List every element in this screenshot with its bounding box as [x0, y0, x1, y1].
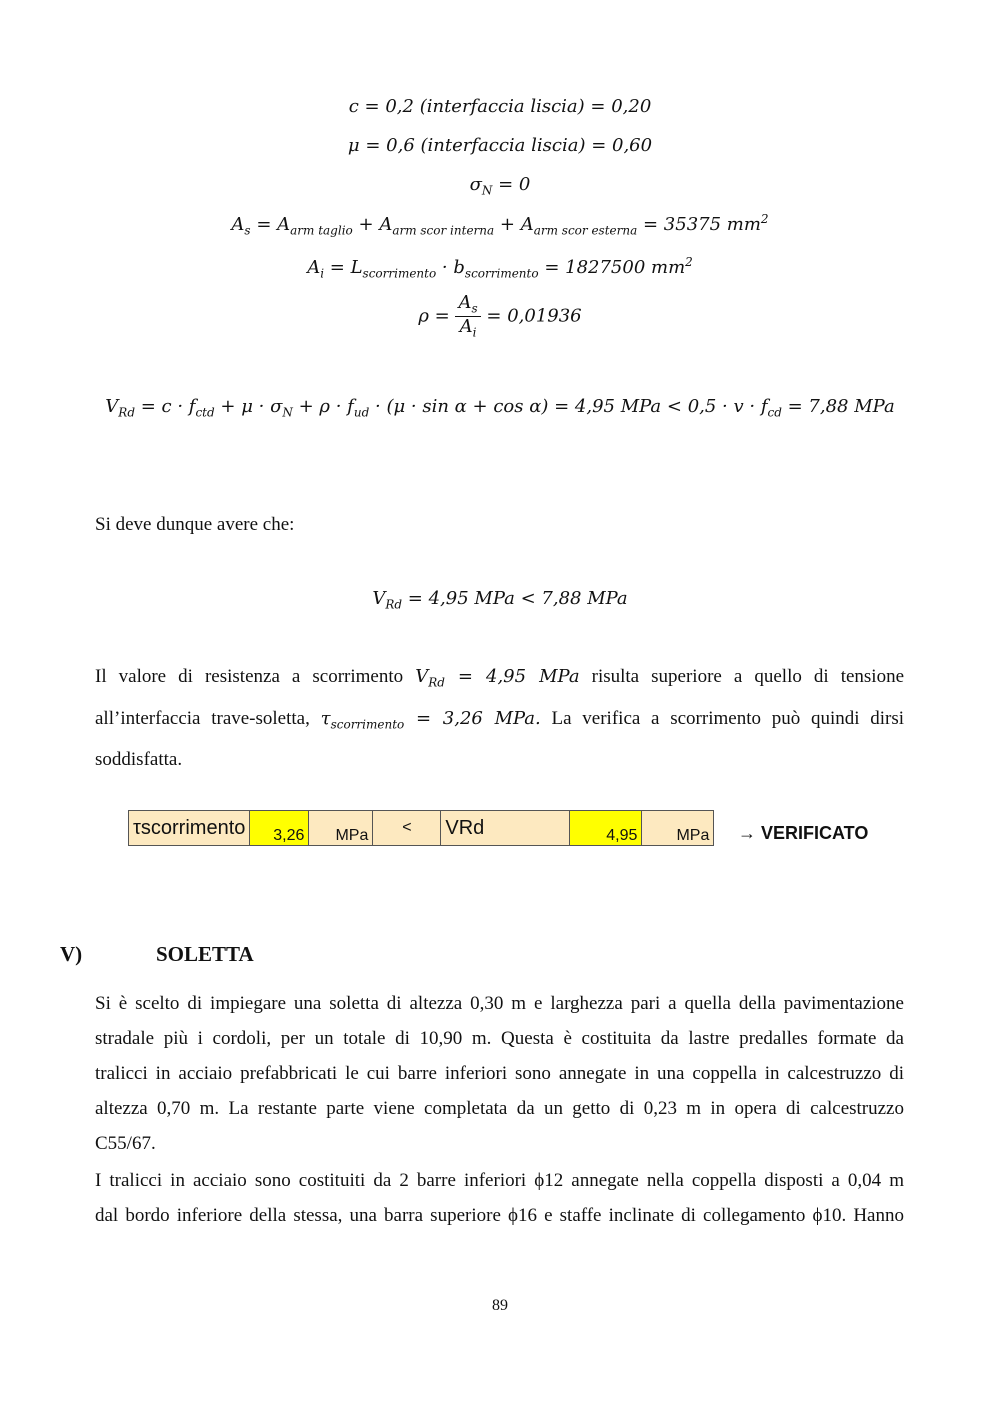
cell-tau-label: τscorrimento — [129, 811, 250, 846]
eq-vrd-part1-sub: ctd — [195, 405, 215, 420]
equation-vrd — [0, 396, 1000, 420]
eq-vrd-short-sub: Rd — [385, 597, 403, 612]
eq-ai-t2-sub: scorrimento — [464, 266, 539, 281]
eq-ai-lhs-sub: i — [320, 266, 325, 281]
p1-tau-sub: scorrimento — [330, 717, 405, 732]
eq-rho-den: A — [459, 316, 473, 338]
eq-rho-num: A — [458, 292, 472, 313]
eq-as-lhs-sub: s — [244, 223, 251, 238]
eq-ai-t1: L — [350, 257, 363, 278]
eq-sigma-rhs: = 0 — [498, 174, 531, 195]
equation-vrd-short — [0, 588, 1000, 612]
p1-vrd-inline — [415, 666, 580, 690]
paragraph-soletta — [95, 986, 904, 1161]
cell-vrd-value: 4,95 — [570, 811, 642, 846]
para3-line-2: dal bordo inferiore della stessa, una barra superiore ϕ16 e staffe inclinate di collegamento ϕ10. Hanno — [95, 1205, 904, 1226]
paragraph-verification — [95, 659, 904, 777]
eq-vrd-part2-sub: N — [282, 405, 293, 420]
cell-tau-value: 3,26 — [250, 811, 309, 846]
p1-vrd-sub: Rd — [428, 675, 445, 690]
cell-vrd-unit: MPa — [642, 811, 714, 846]
equation-rho — [0, 294, 1000, 339]
para2-line-5: C55/67. — [95, 1133, 156, 1154]
eq-ai-lhs: A — [307, 257, 321, 278]
eq-ai-t1-sub: scorrimento — [362, 266, 437, 281]
eq-vrd-lhs-sub: Rd — [118, 405, 135, 420]
eq-vrd-part5: = 7,88 MPa — [787, 396, 895, 417]
para2-line-1: Si è scelto di impiegare una soletta di altezza 0,30 m e larghezza pari a quella della pavimentazione — [95, 993, 904, 1014]
eq-as-sup: 2 — [760, 212, 769, 226]
eq-rho-den-sub: i — [472, 325, 477, 340]
para2-line-4: altezza 0,70 m. La restante parte viene completata da un getto di 0,23 m in opera di calcestruzzo — [95, 1098, 904, 1119]
cell-vrd-label: VRd — [441, 811, 570, 846]
eq-as-t2: A — [379, 214, 393, 235]
p1-l2-b: La verifica a scorrimento può quindi dirsi — [551, 707, 905, 729]
eq-vrd-part4-sub: cd — [767, 405, 782, 420]
eq-sigma-sub: N — [481, 183, 493, 198]
para3-line-1: I tralicci in acciaio sono costituiti da 2 barre inferiori ϕ12 annegate nella coppella disposti a 0,04 m — [95, 1170, 904, 1191]
p1-l1-b: risulta superiore a quello di tensione — [591, 666, 905, 687]
eq-rho-result: = 0,01936 — [486, 305, 582, 327]
section-number: V) — [60, 942, 83, 966]
eq-as-t1: A — [277, 214, 291, 235]
eq-as-lhs: A — [231, 214, 245, 235]
eq-vrd-short-rhs: = 4,95 MPa < 7,88 MPa — [407, 588, 628, 609]
eq-vrd-part3: + ρ · f — [298, 396, 354, 417]
para2-line-2: stradale più i cordoli, per un totale di 10,90 m. Questa è costituita da lastre predalles formate da — [95, 1028, 904, 1049]
eq-mu-rhs: = 0,6 (interfaccia liscia) = 0,60 — [365, 135, 653, 156]
eq-as-t3-sub: arm scor esterna — [533, 223, 638, 238]
eq-c-rhs: = 0,2 (interfaccia liscia) = 0,20 — [364, 96, 652, 117]
p1-l1-a: Il valore di resistenza a scorrimento — [95, 666, 404, 687]
equation-c — [0, 96, 1000, 117]
p1-vrd-symbol: V — [415, 666, 429, 687]
eq-vrd-part2: + μ · σ — [220, 396, 283, 417]
p1-l2-a: all’interfaccia trave-soletta, — [95, 707, 310, 729]
paragraph-tralicci — [95, 1163, 904, 1233]
para2-line-3: tralicci in acciaio prefabbricati le cui barre inferiori sono annegate in una coppella in calcestruzzo di — [95, 1063, 904, 1084]
paragraph-verification-line-2 — [95, 701, 904, 743]
p1-tau-value: = 3,26 MPa. — [415, 707, 541, 729]
eq-vrd-part4: · (μ · sin α + cos α) = 4,95 MPa < 0,5 · v · f — [375, 396, 768, 417]
eq-rho-fraction — [455, 294, 480, 339]
paragraph-verification-line-1 — [95, 659, 904, 701]
p1-tau-symbol: τ — [320, 707, 331, 729]
si-deve-label: Si deve dunque avere che: — [95, 514, 295, 535]
eq-rho-num-sub: s — [471, 301, 478, 316]
eq-as-t2-sub: arm scor interna — [392, 223, 495, 238]
eq-ai-result: = 1827500 mm — [544, 257, 686, 278]
equation-ai: $A_i = L_{scorrimento} \cdot b_{scorrimento} = 1827500$ $mm^2$ — [307, 255, 693, 281]
eq-as-t1-sub: arm taglio — [290, 223, 353, 238]
section-title: SOLETTA — [156, 942, 254, 966]
verification-table — [128, 810, 714, 846]
eq-mu-lhs: μ — [347, 135, 360, 156]
eq-vrd-part3-sub: ud — [353, 405, 370, 420]
eq-sigma-lhs: σ — [469, 174, 482, 195]
eq-as-t3: A — [520, 214, 534, 235]
verification-row — [129, 811, 714, 846]
p1-vrd-value: = 4,95 MPa — [457, 666, 580, 687]
cell-less-than: < — [373, 811, 441, 846]
paragraph-verification-line-3: soddisfatta. — [95, 749, 183, 771]
eq-ai-sup: 2 — [685, 255, 693, 269]
p1-tau-inline — [320, 707, 541, 732]
si-deve-text — [95, 507, 904, 542]
eq-vrd-part1: = c · f — [140, 396, 196, 417]
eq-ai-t2: b — [453, 257, 465, 278]
equation-as: $A_s = A_{arm taglio} + A_{arm scor interna} + A_{arm scor esterna} = 35375$ $mm^2$ — [231, 212, 769, 238]
page-number: 89 — [492, 1297, 508, 1314]
verdict-label: → VERIFICATO — [738, 823, 869, 843]
cell-tau-unit: MPa — [309, 811, 373, 846]
equation-sigma — [0, 174, 1000, 198]
equation-mu — [0, 135, 1000, 156]
eq-as-result: = 35375 mm — [642, 214, 761, 235]
eq-vrd-short-lhs: V — [372, 588, 386, 609]
eq-vrd-lhs: V — [105, 396, 119, 417]
eq-c-lhs: c — [348, 96, 359, 117]
eq-rho-lhs: ρ = — [418, 305, 450, 327]
